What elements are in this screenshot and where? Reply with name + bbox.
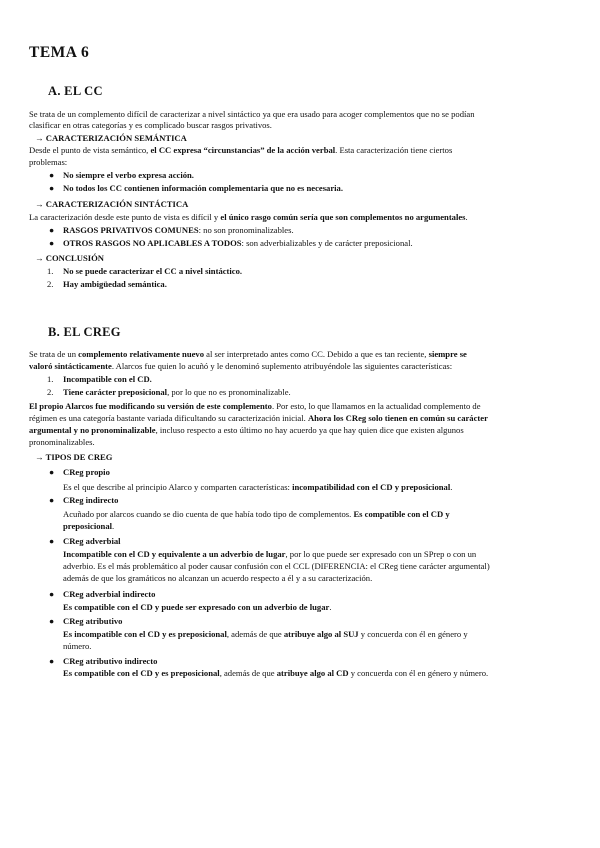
semantic-paragraph-line-1: Desde el punto de vista semántico, el CC expresa “circunstancias” de la acción verbal. Esta caracterización tiene ciertos — [29, 145, 453, 155]
numbered-item: 1. No se puede caracterizar el CC a nivel sintáctico. — [47, 266, 243, 276]
semantic-heading: → CARACTERIZACIÓN SEMÁNTICA — [35, 133, 187, 143]
alarcos-paragraph-line-2: régimen es una categoría bastante variada dificultando su caracterización inicial. Ahora los CReg solo tienen en común su carácter — [29, 413, 488, 423]
section-a-intro-line-2: clasificar en otras categorías y es complicado buscar rasgos privativos. — [29, 120, 272, 130]
bullet-icon: ● — [49, 183, 55, 193]
syntactic-paragraph: La caracterización desde este punto de vista es difícil y el único rasgo común sería que son complementos no argumentales. — [29, 212, 468, 222]
types-heading: → TIPOS DE CREG — [35, 452, 113, 462]
bullet-icon: ● — [49, 238, 55, 248]
alarcos-paragraph-line-4: pronominalizables. — [29, 437, 95, 447]
section-b-intro: Se trata de un complemento relativamente nuevo al ser interpretado antes como CC. Debido a que es tan reciente, siempre se — [29, 349, 467, 359]
bullet-icon: ● — [49, 656, 55, 666]
section-b-intro-line-2: valoró sintácticamente. Alarcos fue quien lo acuñó y le denominó suplemento atribuyéndole las siguientes características: — [29, 361, 453, 371]
semantic-paragraph-line-2: problemas: — [29, 157, 68, 167]
bullet-icon: ● — [49, 589, 55, 599]
bullet-icon: ● — [49, 616, 55, 626]
bullet-icon: ● — [49, 536, 55, 546]
bullet-icon: ● — [49, 170, 55, 180]
page-title: TEMA 6 — [29, 44, 90, 61]
numbered-item: 2. Tiene carácter preposicional, por lo que no es pronominalizable. — [47, 387, 291, 397]
section-a-heading: A. EL CC — [48, 84, 103, 98]
section-a-intro-line-1: Se trata de un complemento difícil de caracterizar a nivel sintáctico ya que era usado para acoger complementos que no se podían — [29, 109, 475, 119]
numbered-item: 2. Hay ambigüedad semántica. — [47, 279, 167, 289]
alarcos-paragraph-line-1: El propio Alarcos fue modificando su versión de este complemento. Por esto, lo que llamamos en la actualidad complemento de — [29, 401, 481, 411]
bullet-icon: ● — [49, 225, 55, 235]
conclusion-heading: → CONCLUSIÓN — [35, 253, 104, 263]
section-b-heading: B. EL CREG — [48, 325, 121, 339]
bullet-icon: ● — [49, 467, 55, 477]
syntactic-heading: → CARACTERIZACIÓN SINTÁCTICA — [35, 199, 189, 209]
alarcos-paragraph-line-3: argumental y no pronominalizable, incluso respecto a esto último no hay acuerdo ya que hay quien dice que existen algunos — [29, 425, 464, 435]
numbered-item: 1. Incompatible con el CD. — [47, 374, 152, 384]
bullet-icon: ● — [49, 495, 55, 505]
